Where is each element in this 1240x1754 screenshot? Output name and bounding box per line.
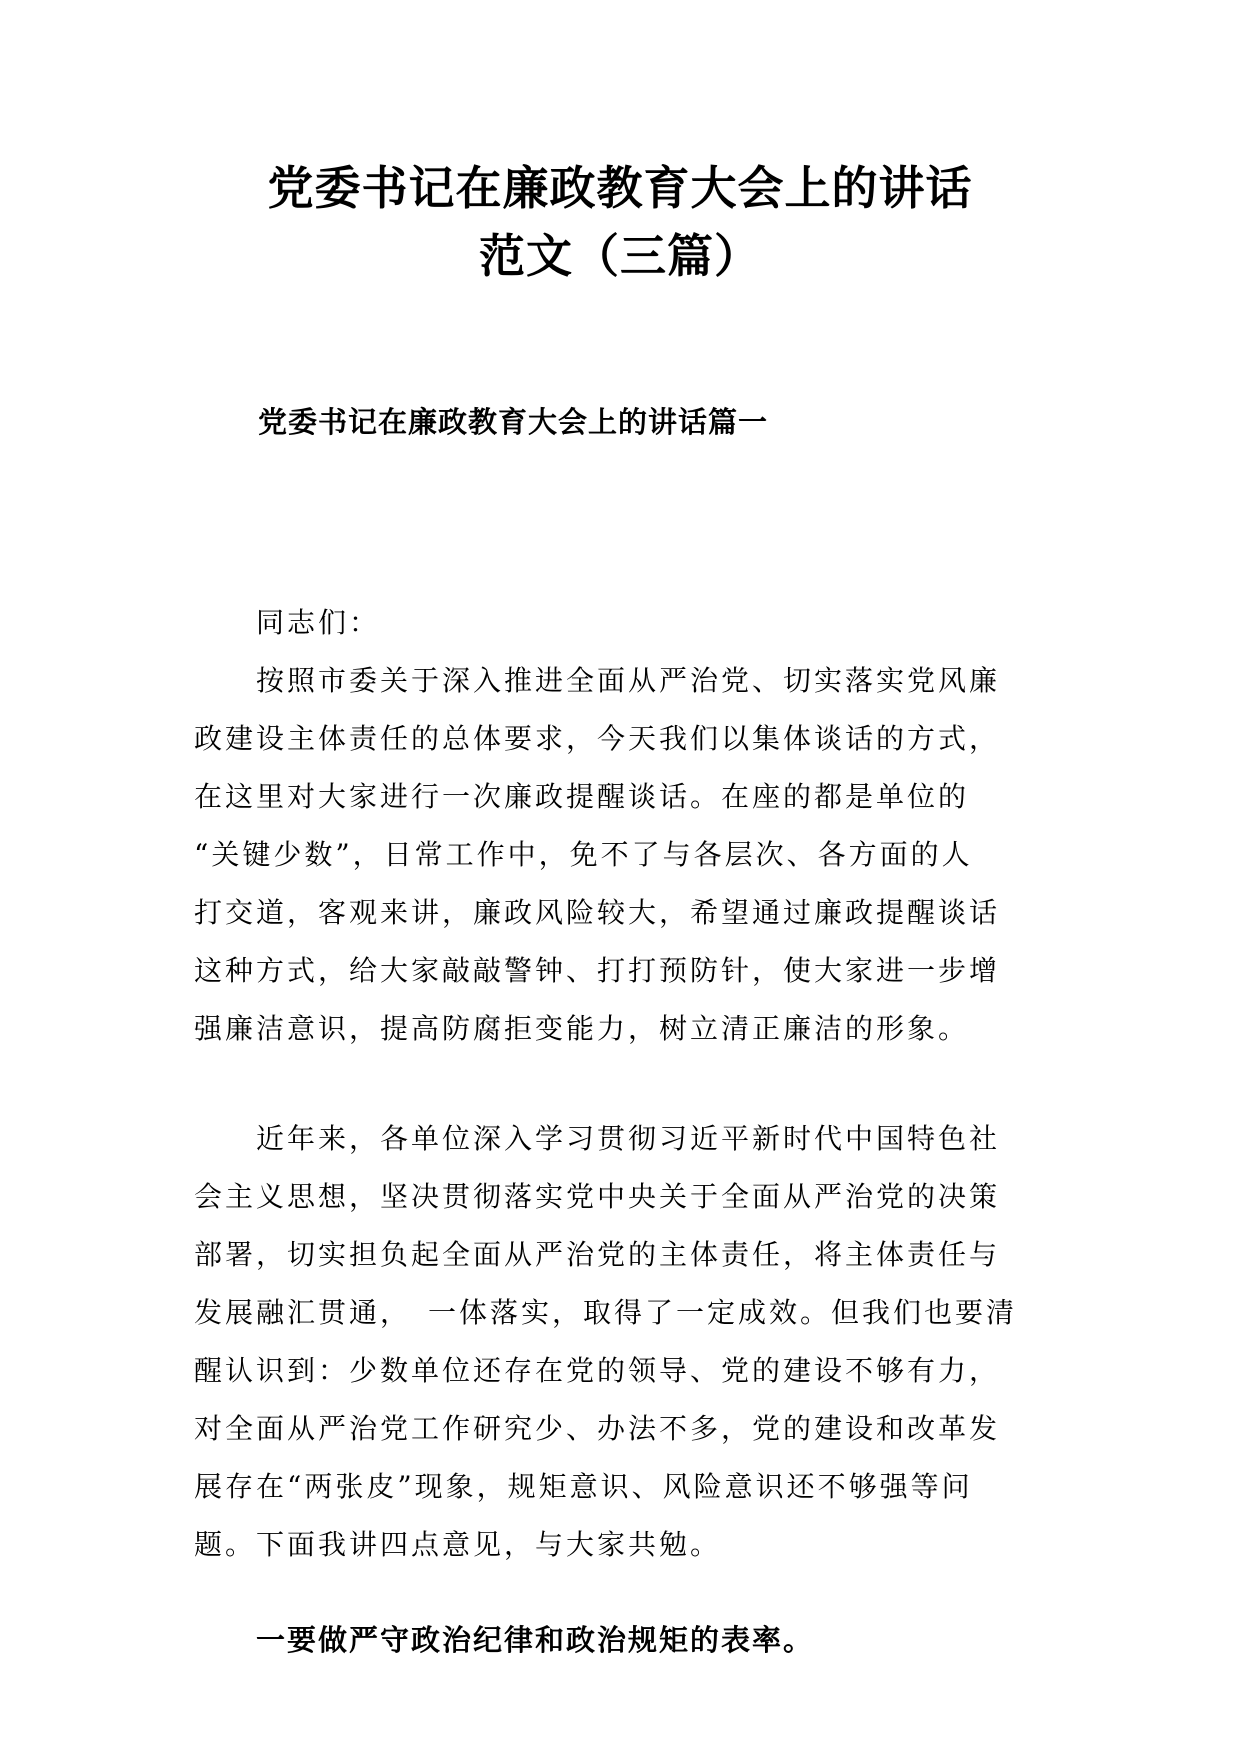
section-heading: 党委书记在廉政教育大会上的讲话篇一	[258, 405, 769, 439]
paragraph-2	[194, 1110, 1052, 1574]
paragraph-line: 部署，切实担负起全面从严治党的主体责任，将主体责任与	[194, 1238, 1001, 1271]
paragraph-line: 题。下面我讲四点意见，与大家共勉。	[194, 1528, 722, 1561]
salutation	[194, 594, 1052, 652]
document-title-line-2: 范文（三篇）	[479, 229, 761, 283]
paragraph-line: 近年来，各单位深入学习贯彻习近平新时代中国特色社	[256, 1122, 1001, 1155]
paragraph-1	[194, 652, 1052, 1058]
paragraph-line: 政建设主体责任的总体要求，今天我们以集体谈话的方式，	[194, 722, 1001, 755]
paragraph-line: 展存在“两张皮”现象，规矩意识、风险意识还不够强等问	[194, 1470, 973, 1503]
paragraph-line: 发展融汇贯通， 一体落实，取得了一定成效。但我们也要清	[194, 1296, 1018, 1329]
document-title-line-1: 党委书记在廉政教育大会上的讲话	[267, 161, 973, 215]
paragraph-line: 按照市委关于深入推进全面从严治党、切实落实党风廉	[256, 664, 1001, 697]
paragraph-line: 醒认识到：少数单位还存在党的领导、党的建设不够有力，	[194, 1354, 1001, 1387]
paragraph-line: 这种方式，给大家敲敲警钟、打打预防针，使大家进一步增	[194, 954, 1001, 987]
paragraph-line: 对全面从严治党工作研究少、办法不多，党的建设和改革发	[194, 1412, 1001, 1445]
point-1-heading: 一要做严守政治纪律和政治规矩的表率。	[256, 1623, 815, 1657]
salutation-text: 同志们：	[256, 606, 381, 639]
paragraph-line: 会主义思想，坚决贯彻落实党中央关于全面从严治党的决策	[194, 1180, 1001, 1213]
paragraph-line: “关键少数”，日常工作中，免不了与各层次、各方面的人	[194, 838, 973, 871]
paragraph-line: 打交道，客观来讲，廉政风险较大，希望通过廉政提醒谈话	[194, 896, 1001, 929]
paragraph-line: 在这里对大家进行一次廉政提醒谈话。在座的都是单位的	[194, 780, 970, 813]
paragraph-line: 强廉洁意识，提高防腐拒变能力，树立清正廉洁的形象。	[194, 1012, 970, 1045]
